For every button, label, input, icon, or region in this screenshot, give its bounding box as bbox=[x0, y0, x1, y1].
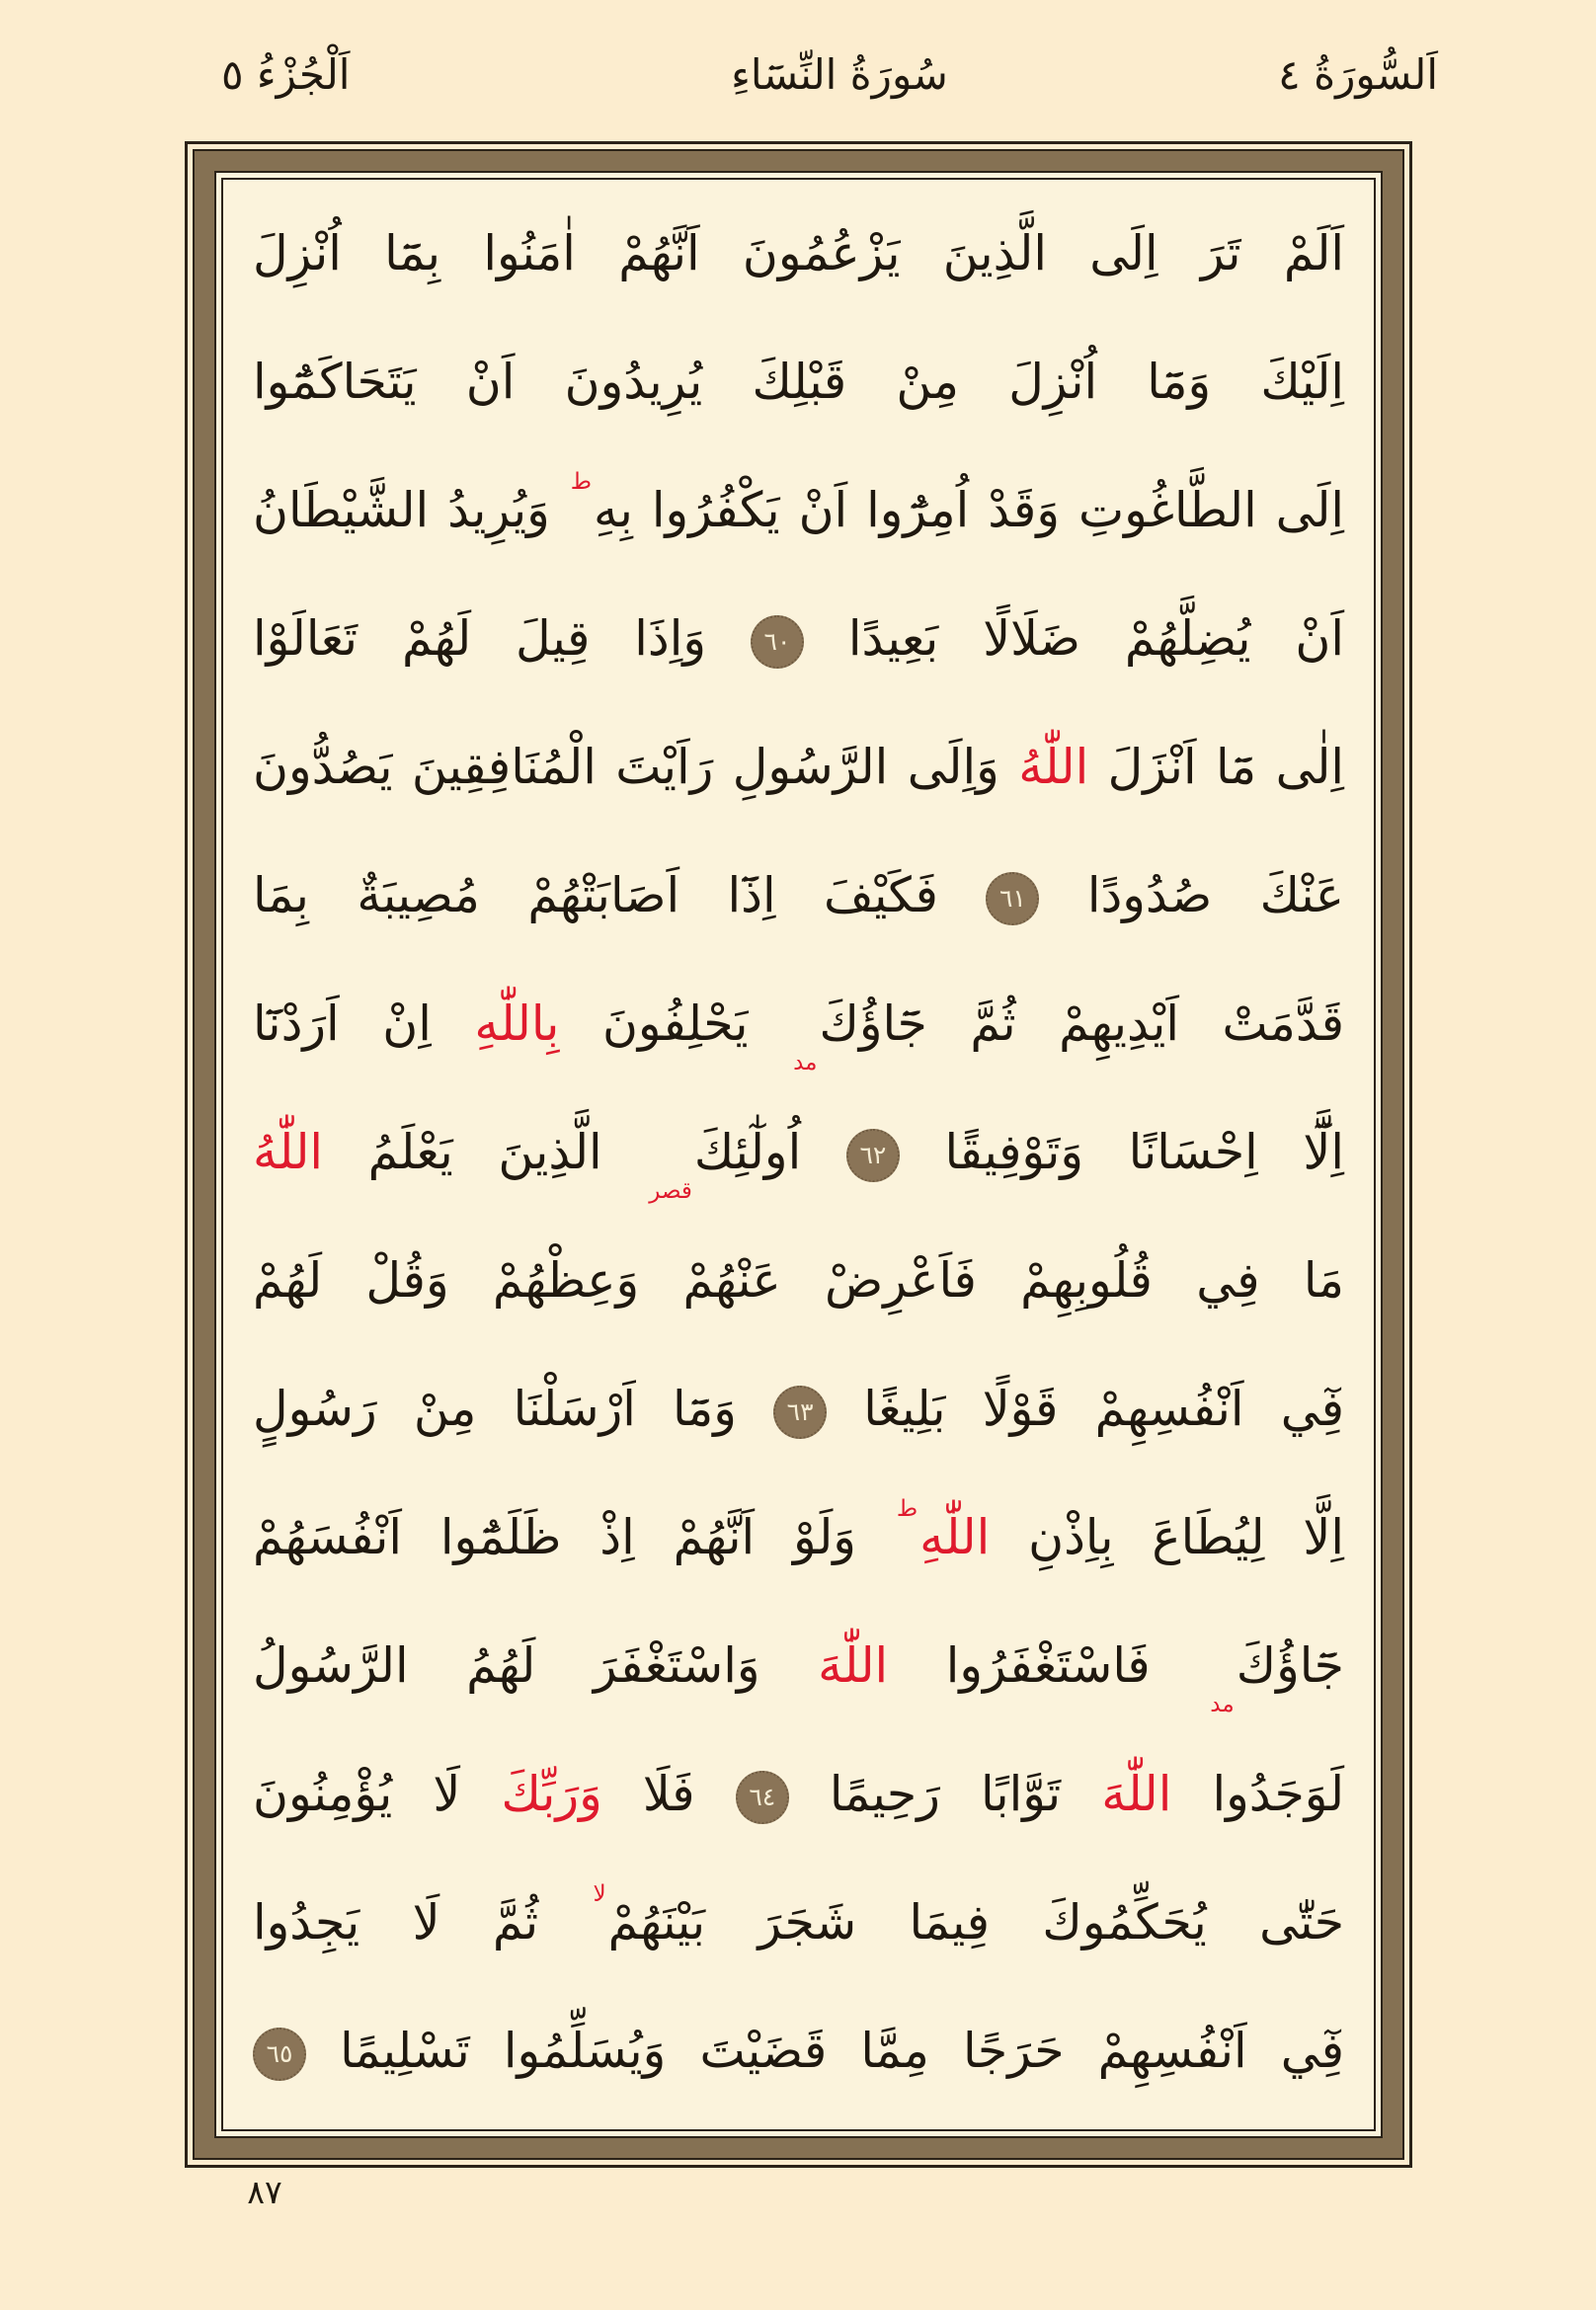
quran-text: عَنْكَ صُدُودًا bbox=[1039, 867, 1344, 923]
quran-text: اَنْ يُضِلَّهُمْ ضَلَالًا بَعِيدًا bbox=[803, 610, 1344, 667]
quran-text: تَوَّابًا رَحِيمًا bbox=[788, 1766, 1102, 1822]
mushaf-line bbox=[253, 1987, 1344, 2115]
quran-text: وَيُرِيدُ الشَّيْطَانُ bbox=[253, 482, 569, 538]
quran-text: اِلٰى مَٓا اَنْزَلَ bbox=[1088, 739, 1344, 795]
mushaf-line bbox=[253, 703, 1344, 832]
quran-text: وَاِلَى الرَّسُولِ رَاَيْتَ الْمُنَافِقِينَ يَصُدُّونَ bbox=[253, 739, 1019, 795]
quran-text: اِلَيْكَ وَمَٓا اُنْزِلَ مِنْ قَبْلِكَ يُرِيدُونَ اَنْ يَتَحَاكَمُٓوا bbox=[253, 354, 1344, 410]
verse-number-medallion: ٦٢ bbox=[846, 1129, 900, 1182]
divine-name-red: اللّٰهِ bbox=[919, 1509, 991, 1565]
quran-text: ثُمَّ لَا يَجِدُوا bbox=[253, 1894, 592, 1951]
mushaf-line bbox=[253, 1345, 1344, 1474]
mushaf-frame bbox=[223, 180, 1374, 2129]
quran-text: فِٓي اَنْفُسِهِمْ قَوْلًا بَلِيغًا bbox=[827, 1381, 1344, 1437]
divine-name-red: اللّٰهَ bbox=[818, 1637, 889, 1694]
quran-text: فَكَيْفَ اِذَٓا اَصَابَتْهُمْ مُصِيبَةٌ بِمَا bbox=[253, 867, 987, 923]
mushaf-line bbox=[253, 1474, 1344, 1602]
quran-text: الَّذِينَ يَعْلَمُ bbox=[323, 1124, 648, 1180]
mushaf-line bbox=[253, 1602, 1344, 1730]
quran-text: فِٓي اَنْفُسِهِمْ حَرَجًا مِمَّا قَضَيْتَ وَيُسَلِّمُوا تَسْلِيمًا bbox=[306, 2023, 1344, 2079]
quran-text: يَحْلِفُونَ bbox=[559, 996, 792, 1052]
tajweed-note: مد bbox=[793, 1050, 818, 1075]
divine-name-red: وَرَبِّكَ bbox=[501, 1766, 602, 1822]
tajweed-note: قصر bbox=[649, 1178, 692, 1204]
verse-number-medallion: ٦٠ bbox=[751, 615, 804, 669]
quran-text: اِنْ اَرَدْنَٓا bbox=[253, 996, 475, 1052]
quran-text: قَدَّمَتْ اَيْدِيهِمْ ثُمَّ جَٓاؤُكَ bbox=[819, 996, 1345, 1052]
quran-text: لَا يُؤْمِنُونَ bbox=[253, 1766, 502, 1822]
tajweed-note: ط bbox=[570, 469, 592, 495]
divine-name-red: اللّٰهُ bbox=[1018, 739, 1089, 795]
quran-text: وَاسْتَغْفَرَ لَهُمُ الرَّسُولُ bbox=[253, 1637, 819, 1694]
verse-number-medallion: ٦٥ bbox=[253, 2028, 306, 2081]
mushaf-line bbox=[253, 832, 1344, 960]
mushaf-line bbox=[253, 1859, 1344, 1987]
quran-text: حَتّٰى يُحَكِّمُوكَ فِيمَا شَجَرَ بَيْنَهُمْ bbox=[607, 1894, 1344, 1951]
page-number: ٨٧ bbox=[247, 2173, 282, 2211]
divine-name-red: اللّٰهُ bbox=[253, 1124, 324, 1180]
tajweed-note: مد bbox=[1210, 1692, 1235, 1717]
verse-number-medallion: ٦٤ bbox=[736, 1771, 789, 1824]
quran-text: اُولٰٓئِكَ bbox=[693, 1124, 846, 1180]
header-surah-title: سُورَةُ النِّسَٓاءِ bbox=[731, 50, 948, 99]
tajweed-note: ط bbox=[896, 1496, 918, 1522]
quran-text: وَمَٓا اَرْسَلْنَا مِنْ رَسُولٍ bbox=[253, 1381, 774, 1437]
divine-name-red: اللّٰهَ bbox=[1101, 1766, 1172, 1822]
quran-text: اِلَّا لِيُطَاعَ بِاِذْنِ bbox=[990, 1509, 1344, 1565]
quran-text: لَوَجَدُوا bbox=[1171, 1766, 1345, 1822]
divine-name-red: بِاللّٰهِ bbox=[474, 996, 560, 1052]
quran-text: فَلَا bbox=[601, 1766, 736, 1822]
mushaf-line bbox=[253, 1730, 1344, 1859]
header-juz-label: اَلْجُزْءُ ٥ bbox=[221, 50, 351, 99]
mushaf-line bbox=[253, 960, 1344, 1088]
mushaf-line bbox=[253, 1217, 1344, 1345]
mushaf-line bbox=[253, 190, 1344, 318]
verse-number-medallion: ٦٣ bbox=[773, 1386, 827, 1439]
mushaf-line bbox=[253, 446, 1344, 575]
quran-text: فَاسْتَغْفَرُوا bbox=[888, 1637, 1209, 1694]
quran-text-block bbox=[223, 180, 1374, 2129]
header-surah-number: اَلسُّورَةُ ٤ bbox=[1278, 50, 1438, 99]
mushaf-line bbox=[253, 318, 1344, 446]
mushaf-line bbox=[253, 575, 1344, 703]
tajweed-note: لا bbox=[593, 1881, 606, 1907]
quran-text: جَٓاؤُكَ bbox=[1236, 1637, 1344, 1694]
mushaf-line bbox=[253, 1088, 1344, 1217]
quran-text: وَاِذَا قِيلَ لَهُمْ تَعَالَوْا bbox=[253, 610, 751, 667]
quran-text: اِلَّٓا اِحْسَانًا وَتَوْفِيقًا bbox=[899, 1124, 1344, 1180]
quran-text: اِلَى الطَّاغُوتِ وَقَدْ اُمِرُٓوا اَنْ يَكْفُرُوا بِهِ bbox=[594, 482, 1345, 538]
verse-number-medallion: ٦١ bbox=[986, 872, 1039, 925]
quran-text: اَلَمْ تَرَ اِلَى الَّذِينَ يَزْعُمُونَ اَنَّهُمْ اٰمَنُوا بِمَٓا اُنْزِلَ bbox=[253, 225, 1344, 281]
quran-text: مَا فِي قُلُوبِهِمْ فَاَعْرِضْ عَنْهُمْ وَعِظْهُمْ وَقُلْ لَهُمْ bbox=[253, 1252, 1344, 1309]
quran-text: وَلَوْ اَنَّهُمْ اِذْ ظَلَمُٓوا اَنْفُسَهُمْ bbox=[253, 1509, 895, 1565]
